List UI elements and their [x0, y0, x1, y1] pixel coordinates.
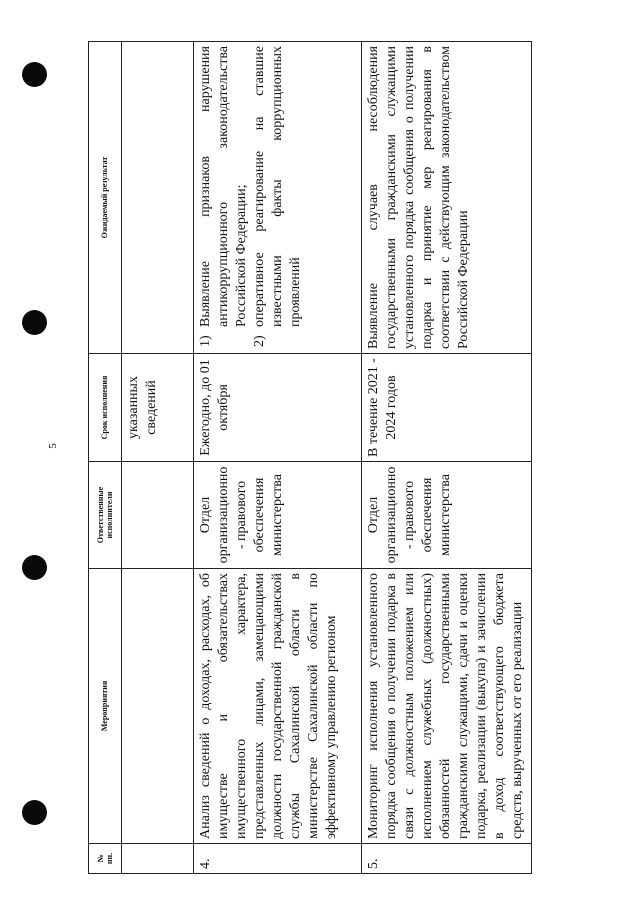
table-header-row — [89, 42, 122, 874]
list-item — [251, 46, 305, 347]
cell-result — [194, 42, 362, 354]
cell-deadline-continued: указанных сведений — [122, 354, 194, 462]
list-item — [197, 46, 251, 347]
list-item-text: Выявление признаков нарушения антикоррупционного законодательства Российской Федерации; — [198, 46, 249, 327]
table-row-continued — [122, 42, 194, 874]
punch-hole — [22, 310, 47, 335]
list-marker: 2) — [252, 335, 267, 347]
punch-hole — [22, 555, 47, 580]
cell-activity: Мониторинг исполнения установленного порядка сообщения о получении подарка в связи с должностным положением или исполнением служебных (должностных) обязанностей государственными гражданскими служащими, сдачи и оценки подарка, реализации (выкупа) и зачислении в доход соответствующего бюджета средств, вырученных от его реализации — [362, 569, 532, 844]
header-activity: Мероприятия — [89, 569, 122, 844]
header-result: Ожидаемый результат — [89, 42, 122, 354]
punch-hole — [22, 62, 47, 87]
cell-responsible: Отдел организационно - правового обеспечения министерства — [362, 462, 532, 569]
rotated-table-container — [88, 42, 532, 874]
cell-deadline: Ежегодно, до 01 октября — [194, 354, 362, 462]
list-item-text: оперативное реагирование на ставшие известными факты коррупционных проявлений — [252, 46, 303, 327]
cell-deadline: В течение 2021 - 2024 годов — [362, 354, 532, 462]
header-num: № пп. — [89, 844, 122, 874]
header-deadline: Срок исполнения — [89, 354, 122, 462]
page-number: 5 — [46, 443, 59, 449]
table-row — [362, 42, 532, 874]
activities-table — [88, 41, 532, 874]
cell-activity: Анализ сведений о доходах, расходах, об имуществе и обязательствах имущественного характера, представленных лицами, замещающими должности государственной гражданской службы Сахалинской области в министерстве Сахалинской области по эффективному управлению регионом — [194, 569, 362, 844]
result-list — [197, 46, 305, 349]
cell-num: 4. — [194, 844, 362, 874]
header-responsible: Ответственные исполнители — [89, 462, 122, 569]
table-row — [194, 42, 362, 874]
list-marker: 1) — [198, 335, 213, 347]
cell-responsible: Отдел организационно - правового обеспечения министерства — [194, 462, 362, 569]
cell-num: 5. — [362, 844, 532, 874]
cell-result: Выявление случаев несоблюдения государственными гражданскими служащими установленного порядка сообщения о получении подарка и принятие мер реагирования в соответствии с действующим законодательством Российской Федерации — [362, 42, 532, 354]
punch-hole — [22, 800, 47, 825]
